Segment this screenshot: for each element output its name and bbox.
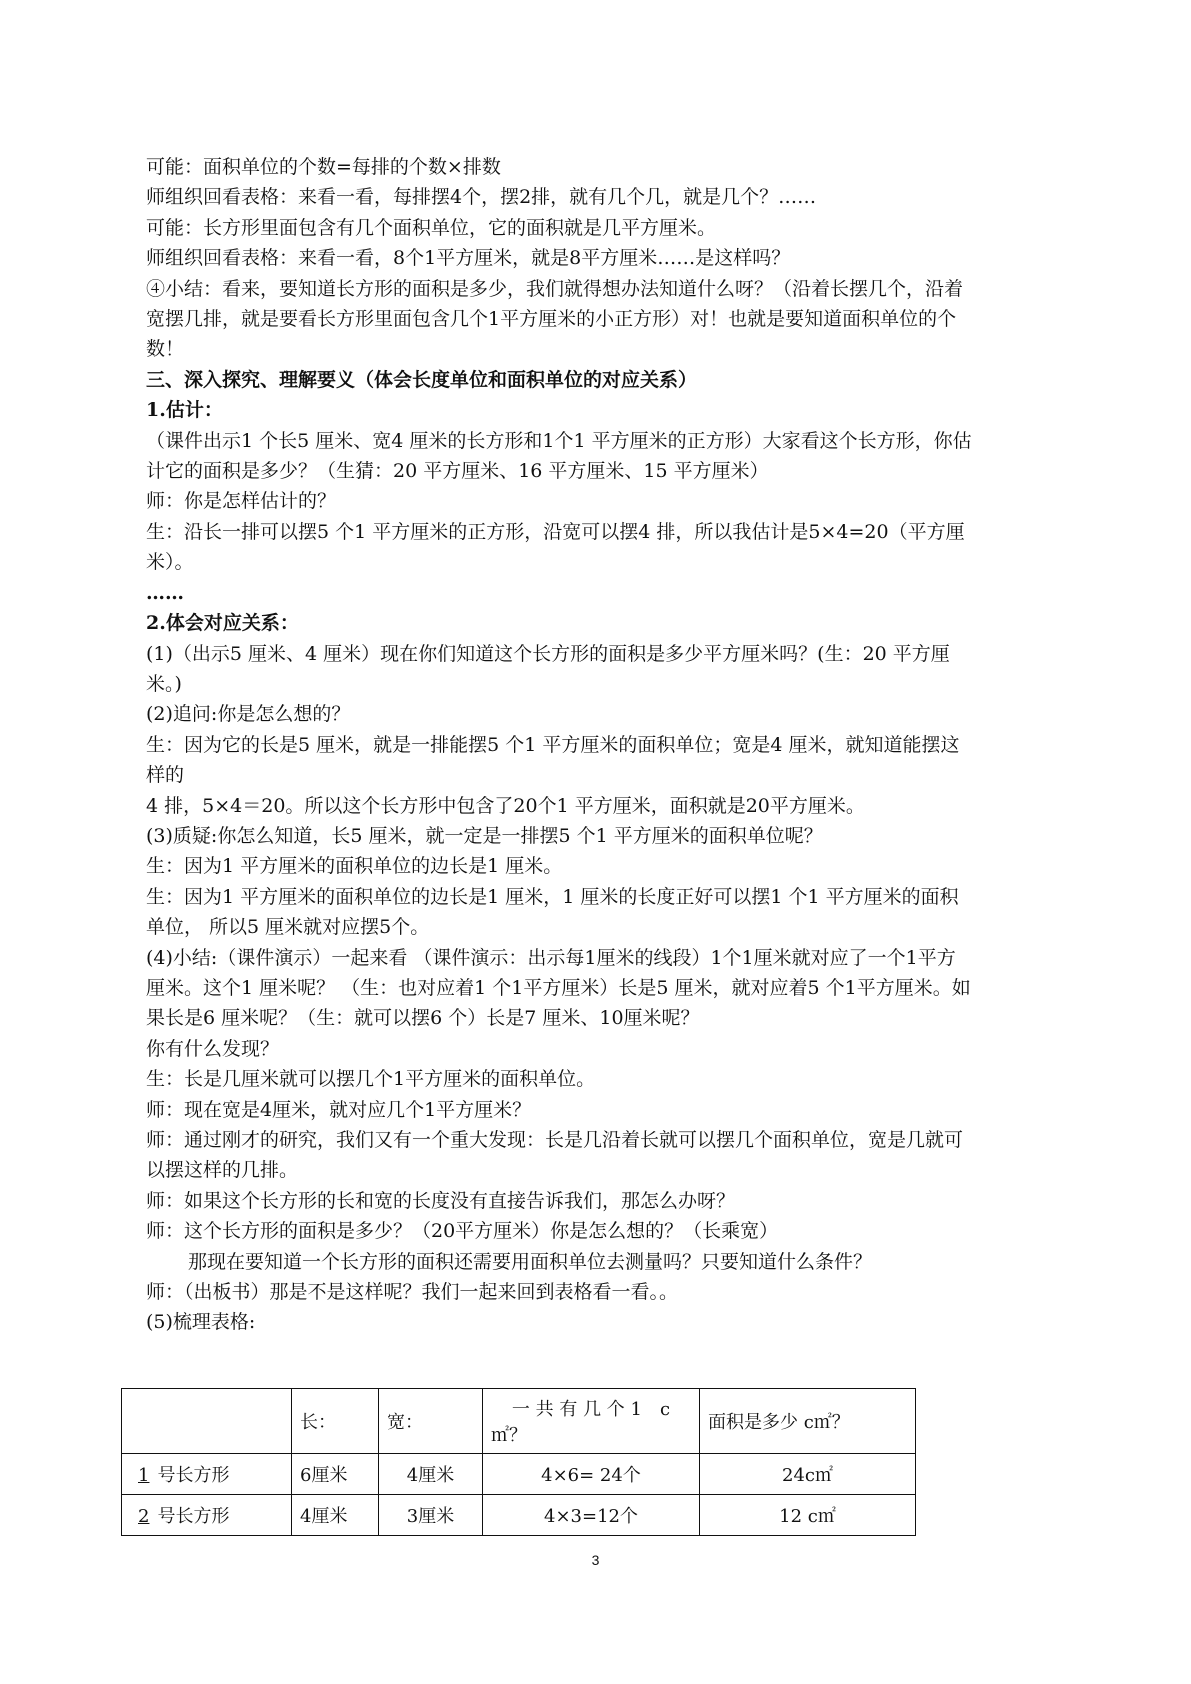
text-line: 师：现在宽是4厘米，就对应几个1平方厘米？ <box>146 1098 532 1121</box>
text-line: 可能：长方形里面包含有几个面积单位，它的面积就是几平方厘米。 <box>146 216 717 239</box>
row-label-cell <box>122 1495 292 1536</box>
text-line: 以摆这样的几排。 <box>146 1159 299 1182</box>
table-row <box>122 1495 916 1536</box>
area-cell: 24c㎡ <box>700 1454 916 1495</box>
text-line: 生：沿长一排可以摆5 个1 平方厘米的正方形，沿宽可以摆4 排，所以我估计是5×4=20（平方厘 <box>146 520 965 543</box>
text-line: 师：你是怎样估计的？ <box>146 490 337 513</box>
text-line: (4)小结:（课件演示）一起来看 （课件演示：出示每1厘米的线段）1个1厘米就对应了一个1平方 <box>146 946 956 969</box>
header-cell-length: 长： <box>292 1389 379 1454</box>
text-line: 生：因为1 平方厘米的面积单位的边长是1 厘米，1 厘米的长度正好可以摆1 个1 平方厘米的面积 <box>146 885 959 908</box>
count-cell: 4×6= 24个 <box>483 1454 700 1495</box>
width-cell: 4厘米 <box>379 1454 483 1495</box>
text-line: 计它的面积是多少？（生猜：20 平方厘米、16 平方厘米、15 平方厘米） <box>146 460 769 483</box>
text-line: 生：长是几厘米就可以摆几个1平方厘米的面积单位。 <box>146 1068 596 1091</box>
length-cell: 4厘米 <box>292 1495 379 1536</box>
page-number: 3 <box>591 1552 600 1568</box>
text-line: (2)追问:你是怎么想的？ <box>146 703 351 726</box>
table-header-row <box>122 1389 916 1454</box>
header-cell-width: 宽： <box>379 1389 483 1454</box>
row-label-cell <box>122 1454 292 1495</box>
text-line: （课件出示1 个长5 厘米、宽4 厘米的长方形和1个1 平方厘米的正方形）大家看这个长方形，你估 <box>146 429 972 452</box>
text-line: 宽摆几排，就是要看长方形里面包含几个1平方厘米的小正方形）对！也就是要知道面积单位的个 <box>146 308 957 331</box>
header-cell-empty <box>122 1389 292 1454</box>
text-line: 你有什么发现？ <box>146 1037 280 1060</box>
table-caption: (5)梳理表格: <box>146 1311 256 1334</box>
text-line: 生：因为1 平方厘米的面积单位的边长是1 厘米。 <box>146 855 563 878</box>
text-line: 厘米。这个1 厘米呢？ （生：也对应着1 个1平方厘米）长是5 厘米，就对应着5 个1平方厘米。如 <box>146 976 971 999</box>
text-line: 单位， 所以5 厘米就对应摆5个。 <box>146 916 430 939</box>
row-label: 号长方形 <box>157 1465 230 1486</box>
text-line: 可能：面积单位的个数=每排的个数×排数 <box>146 156 501 178</box>
document-body <box>146 152 1046 1338</box>
width-cell: 3厘米 <box>379 1495 483 1536</box>
text-line: 师组织回看表格：来看一看，8个1平方厘米，就是8平方厘米……是这样吗？ <box>146 247 791 270</box>
length-cell: 6厘米 <box>292 1454 379 1495</box>
text-line: 米。) <box>146 672 182 695</box>
text-line: 那现在要知道一个长方形的面积还需要用面积单位去测量吗？只要知道什么条件？ <box>188 1250 873 1273</box>
count-cell: 4×3=12个 <box>483 1495 700 1536</box>
text-line: 数！ <box>146 338 185 361</box>
text-line: ④小结：看来，要知道长方形的面积是多少，我们就得想办法知道什么呀？（沿着长摆几个，沿着 <box>146 277 964 300</box>
text-line: 果长是6 厘米呢？（生：就可以摆6 个）长是7 厘米、10厘米呢？ <box>146 1007 700 1030</box>
text-line: 师组织回看表格：来看一看，每排摆4个，摆2排，就有几个几，就是几个？…… <box>146 186 817 209</box>
subsection-heading: 2.体会对应关系： <box>146 612 299 635</box>
row-number: 1 <box>138 1465 150 1486</box>
text-line: 米）。 <box>146 551 194 574</box>
section-heading: 三、深入探究、理解要义（体会长度单位和面积单位的对应关系） <box>146 368 698 391</box>
text-line: 师：通过刚才的研究，我们又有一个重大发现：长是几沿着长就可以摆几个面积单位，宽是几就可 <box>146 1129 964 1151</box>
header-count-line1: 一 共 有 几 个 1 c <box>511 1399 671 1420</box>
subsection-heading: 1.估计： <box>146 399 223 422</box>
header-cell-count <box>483 1389 700 1454</box>
text-line: 师：这个长方形的面积是多少？（20平方厘米）你是怎么想的？（长乘宽） <box>146 1220 779 1243</box>
header-count-line2: ㎡？ <box>491 1425 527 1446</box>
text-line: 师：如果这个长方形的长和宽的长度没有直接告诉我们，那怎么办呀？ <box>146 1189 736 1212</box>
area-cell: 12 c㎡ <box>700 1495 916 1536</box>
summary-table <box>121 1388 916 1536</box>
text-line: (3)质疑:你怎么知道，长5 厘米，就一定是一排摆5 个1 平方厘米的面积单位呢？ <box>146 824 823 847</box>
text-line: 4 排，5×4＝20。所以这个长方形中包含了20个1 平方厘米，面积就是20平方厘米。 <box>146 794 865 817</box>
text-line: 师：（出板书）那是不是这样呢？我们一起来回到表格看一看。。 <box>146 1281 679 1304</box>
row-number: 2 <box>138 1506 150 1527</box>
header-cell-area: 面积是多少 c㎡？ <box>700 1389 916 1454</box>
table-row <box>122 1454 916 1495</box>
text-line: 样的 <box>146 764 185 787</box>
row-label: 号长方形 <box>157 1506 230 1527</box>
text-line: (1)（出示5 厘米、4 厘米）现在你们知道这个长方形的面积是多少平方厘米吗？(生：20 平方厘 <box>146 642 950 665</box>
text-line: 生：因为它的长是5 厘米，就是一排能摆5 个1 平方厘米的面积单位；宽是4 厘米，就知道能摆这 <box>146 733 960 756</box>
ellipsis-line: …… <box>146 581 184 604</box>
